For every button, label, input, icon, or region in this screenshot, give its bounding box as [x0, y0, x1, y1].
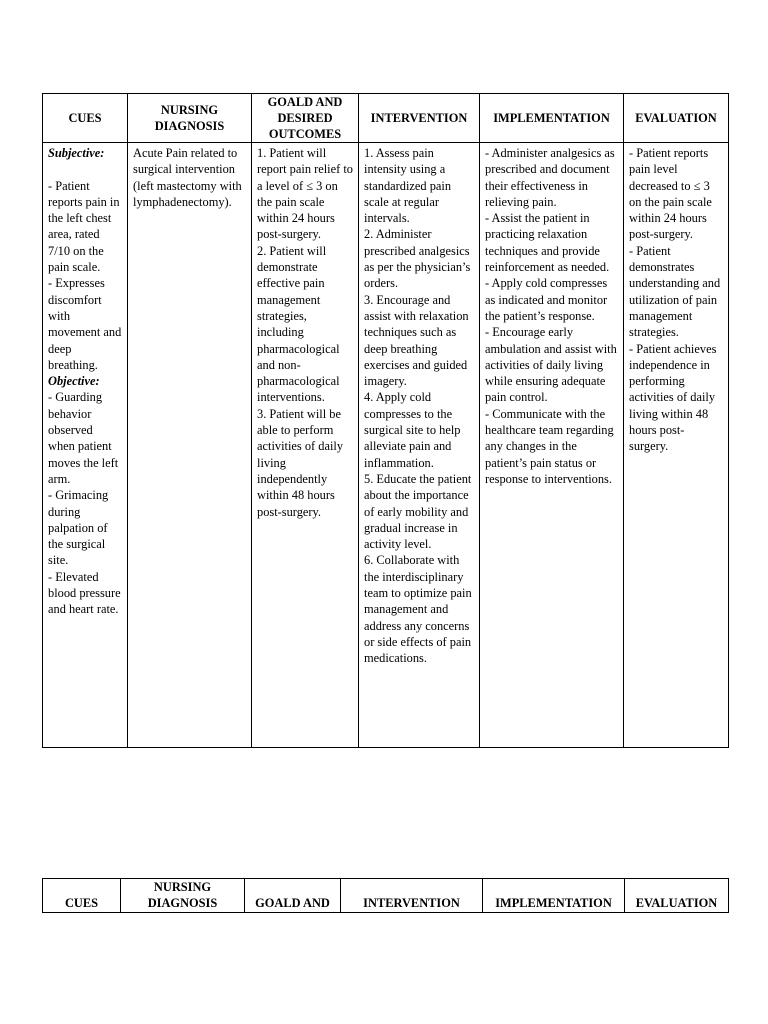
- cues-cell: [43, 143, 128, 748]
- header-nursing-diagnosis: NURSING DIAGNOSIS: [128, 94, 252, 143]
- header-cues: CUES: [43, 879, 121, 913]
- goals-cell: [252, 143, 359, 748]
- header-goals: GOALD AND DESIRED OUTCOMES: [252, 94, 359, 143]
- header-intervention: INTERVENTION: [359, 94, 480, 143]
- implementation-item: - Apply cold compresses as indicated and monitor the patient’s response.: [485, 276, 608, 323]
- implementation-cell: [480, 143, 624, 748]
- nursing-care-plan-table: [42, 93, 729, 748]
- header-implementation: IMPLEMENTATION: [480, 94, 624, 143]
- implementation-item: - Communicate with the healthcare team regarding any changes in the patient’s pain status or response to interventions.: [485, 406, 614, 486]
- implementation-item: - Encourage early ambulation and assist with activities of daily living while ensuring adequate pain control.: [485, 325, 617, 405]
- nursing-care-plan-table-continued: [42, 878, 729, 913]
- header-implementation: IMPLEMENTATION: [483, 879, 625, 913]
- header-row: [43, 879, 729, 913]
- goal-item: 3. Patient will be able to perform activities of daily living independently within 48 hours post-surgery.: [257, 406, 344, 519]
- header-nursing-diagnosis: NURSING DIAGNOSIS: [121, 879, 245, 913]
- header-intervention: INTERVENTION: [341, 879, 483, 913]
- objective-label: Objective:: [48, 374, 100, 389]
- header-cues: CUES: [43, 94, 128, 143]
- goal-item: 2. Patient will demonstrate effective pain management strategies, including pharmacological and non-pharmacological interventions.: [257, 243, 340, 405]
- intervention-cell: [359, 143, 480, 748]
- care-plan-row: [43, 143, 729, 748]
- evaluation-item: - Patient demonstrates understanding and utilization of pain management strategies.: [629, 243, 721, 340]
- goal-item: 1. Patient will report pain relief to a level of ≤ 3 on the pain scale within 24 hours post-surgery.: [257, 146, 353, 242]
- implementation-item: - Administer analgesics as prescribed and document their effectiveness in relieving pain.: [485, 146, 615, 209]
- intervention-item: 5. Educate the patient about the importance of early mobility and gradual increase in activity level.: [364, 471, 472, 552]
- nursing-diagnosis-cell: [128, 143, 252, 748]
- header-goals: GOALD AND: [245, 879, 341, 913]
- subjective-label: Subjective:: [48, 146, 105, 160]
- evaluation-item: - Patient achieves independence in performing activities of daily living within 48 hours post-surgery.: [629, 341, 717, 454]
- implementation-item: - Assist the patient in practicing relaxation techniques and provide reinforcement as needed.: [485, 211, 610, 275]
- header-evaluation: EVALUATION: [624, 94, 729, 143]
- nursing-diagnosis-text: Acute Pain related to surgical intervention (left mastectomy with lymphadenectomy).: [133, 146, 242, 209]
- subjective-cue: - Patient reports pain in the left chest area, rated 7/10 on the pain scale.: [48, 178, 120, 275]
- intervention-item: 2. Administer prescribed analgesics as per the physician’s orders.: [364, 227, 471, 291]
- intervention-item: 4. Apply cold compresses to the surgical site to help alleviate pain and inflammation.: [364, 390, 461, 470]
- objective-cue: - Elevated blood pressure and heart rate.: [48, 569, 121, 617]
- subjective-cue: - Expresses discomfort with movement and deep breathing.: [48, 276, 122, 372]
- intervention-item: 3. Encourage and assist with relaxation techniques such as deep breathing exercises and guided imagery.: [364, 292, 469, 389]
- cue-spacer: [48, 161, 122, 177]
- header-evaluation: EVALUATION: [625, 879, 729, 913]
- objective-cue: - Grimacing during palpation of the surgical site.: [48, 488, 109, 568]
- intervention-item: 6. Collaborate with the interdisciplinary team to optimize pain management and address any concerns or side effects of pain medications.: [364, 553, 472, 666]
- header-row: [43, 94, 729, 143]
- objective-cue: - Guarding behavior observed when patient moves the left arm.: [48, 390, 119, 486]
- evaluation-cell: [624, 143, 729, 748]
- intervention-item: 1. Assess pain intensity using a standardized pain scale at regular intervals.: [364, 146, 452, 226]
- evaluation-item: - Patient reports pain level decreased to ≤ 3 on the pain scale within 24 hours post-surgery.: [629, 146, 712, 242]
